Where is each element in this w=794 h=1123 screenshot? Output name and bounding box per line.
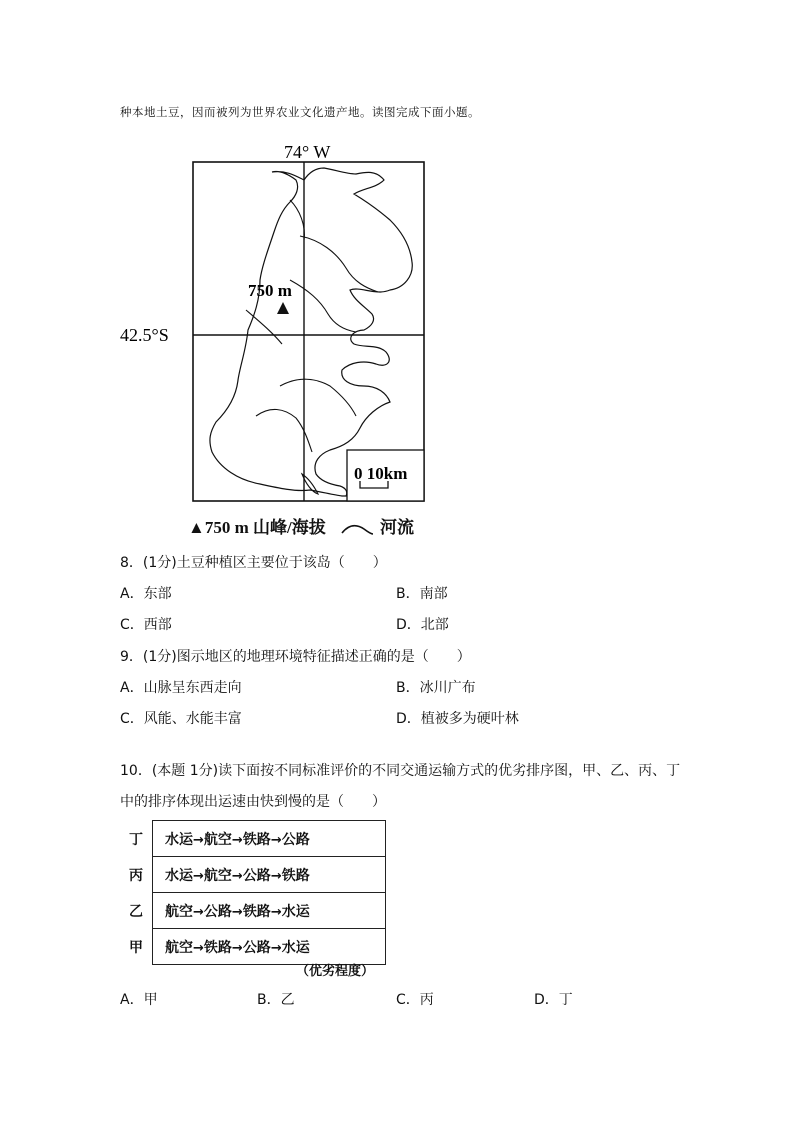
q8-option-b: B．南部	[396, 586, 448, 602]
meridian-label: 74° W	[284, 142, 331, 162]
arrow-icon: →	[270, 904, 282, 920]
arrow-icon: →	[193, 904, 204, 920]
q10-option-d: D．丁	[534, 992, 573, 1008]
rank-item: 公路	[242, 939, 271, 956]
river-3	[290, 200, 304, 240]
arrow-icon: →	[193, 868, 204, 884]
rank-item: 水运	[281, 903, 310, 920]
row-label: 甲	[129, 939, 143, 956]
ranking-caption: （优劣程度）	[296, 964, 375, 979]
peak-label: 750 m	[248, 281, 292, 300]
rank-item: 铁路	[281, 867, 310, 884]
rank-item: 航空	[165, 903, 193, 920]
ranking-sequence	[153, 821, 386, 857]
rank-item: 铁路	[242, 831, 271, 848]
row-label: 丁	[129, 831, 143, 848]
rank-item: 铁路	[203, 939, 232, 956]
peak-legend-icon: ▲	[188, 518, 205, 537]
arrow-icon: →	[231, 832, 243, 848]
ranking-row-ding	[120, 821, 386, 857]
arrow-icon: →	[231, 904, 243, 920]
ranking-sequence	[153, 893, 386, 929]
rank-item: 铁路	[242, 903, 271, 920]
arrow-icon: →	[193, 940, 204, 956]
river-2	[290, 280, 356, 332]
q10-option-b: B．乙	[257, 992, 295, 1008]
rank-item: 水运	[165, 831, 193, 848]
q8-option-d: D．北部	[396, 617, 449, 633]
rank-item: 水运	[165, 867, 193, 884]
peak-triangle	[277, 302, 289, 314]
transport-ranking-table	[120, 820, 386, 965]
scale-label: 0 10km	[354, 464, 408, 483]
q10-option-c: C．丙	[396, 992, 434, 1008]
ranking-sequence	[153, 857, 386, 893]
legend-peak-text: 750 m 山峰/海拔	[204, 518, 326, 537]
arrow-icon: →	[193, 832, 204, 848]
rank-item: 水运	[281, 939, 310, 956]
question-10-stem-line1: 10．(本题 1分)读下面按不同标准评价的不同交通运输方式的优劣排序图，甲、乙、丙、丁	[120, 763, 681, 779]
river-legend-icon	[340, 522, 374, 536]
q8-option-c: C．西部	[120, 617, 172, 633]
island-outline	[210, 168, 412, 496]
arrow-icon: →	[270, 940, 282, 956]
arrow-icon: →	[231, 940, 243, 956]
rank-item: 公路	[203, 903, 232, 920]
rank-item: 航空	[203, 867, 232, 884]
row-label: 丙	[129, 867, 143, 884]
q9-option-d: D．植被多为硬叶林	[396, 711, 519, 727]
parallel-label: 42.5°S	[120, 325, 169, 345]
arrow-icon: →	[270, 868, 282, 884]
question-9-stem: 9．(1分)图示地区的地理环境特征描述正确的是（ ）	[120, 649, 471, 665]
q9-option-c: C．风能、水能丰富	[120, 711, 242, 727]
rank-item: 航空	[165, 939, 193, 956]
question-10-stem-line2: 中的排序体现出运速由快到慢的是（ ）	[120, 794, 386, 810]
island-map	[120, 140, 450, 510]
map-legend	[188, 513, 414, 538]
row-label: 乙	[129, 903, 143, 920]
legend-river-text: 河流	[379, 518, 414, 537]
q9-option-b: B．冰川广布	[396, 680, 476, 696]
rank-item: 公路	[242, 867, 271, 884]
arrow-icon: →	[231, 868, 243, 884]
question-8-stem: 8．(1分)土豆种植区主要位于该岛（ ）	[120, 555, 387, 571]
intro-text: 种本地土豆，因而被列为世界农业文化遗产地。读图完成下面小题。	[120, 105, 480, 119]
river-4	[280, 379, 356, 416]
q9-option-a: A．山脉呈东西走向	[120, 680, 242, 696]
rank-item: 公路	[281, 831, 310, 848]
ranking-row-bing	[120, 857, 386, 893]
river-6	[246, 310, 282, 344]
ranking-row-yi	[120, 893, 386, 929]
rank-item: 航空	[203, 831, 232, 848]
arrow-icon: →	[270, 832, 282, 848]
q8-option-a: A．东部	[120, 586, 172, 602]
river-1	[300, 236, 378, 292]
q10-option-a: A．甲	[120, 992, 158, 1008]
